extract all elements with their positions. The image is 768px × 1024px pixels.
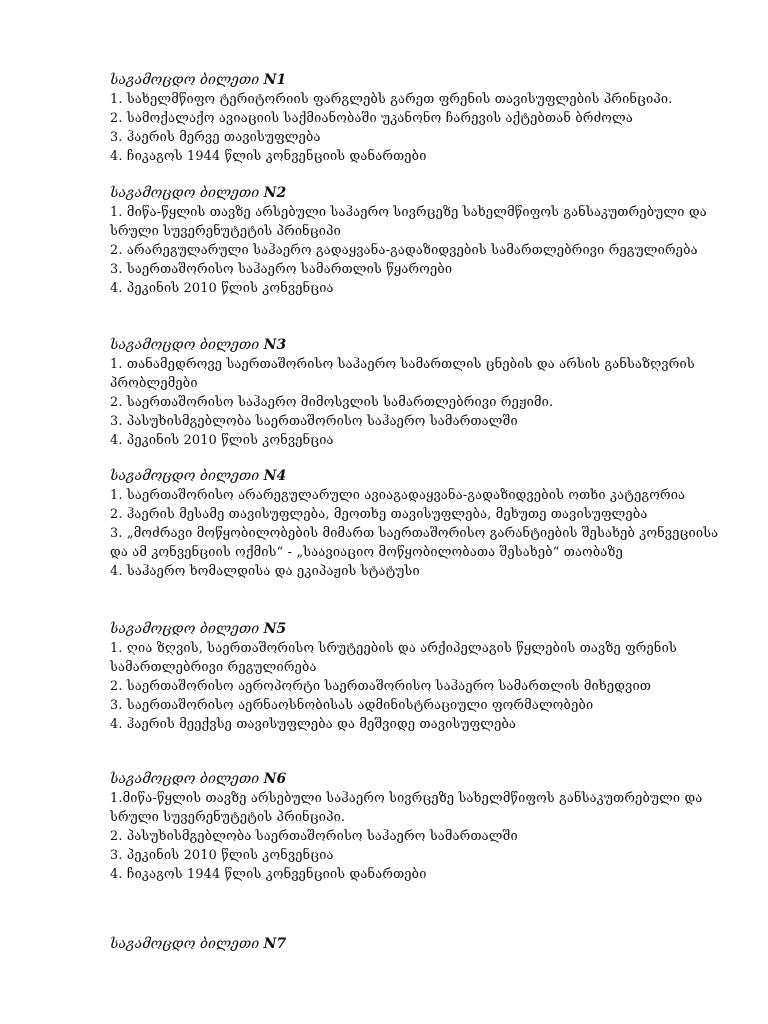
exam-ticket-2 bbox=[110, 184, 720, 298]
question-3: 3. საერთაშორისო საჰაერო სამართლის წყაროები bbox=[110, 262, 453, 277]
question-3: 3. საერთაშორისო აერნაოსნობისას ადმინისტრაციული ფორმალობები bbox=[110, 698, 594, 713]
question-4: 4. ჩიკაგოს 1944 წლის კონვენციის დანართები bbox=[110, 149, 427, 164]
exam-ticket-6 bbox=[110, 770, 720, 884]
exam-ticket-1 bbox=[110, 71, 720, 166]
ticket-title: საგამოცდო ბილეთი N5 bbox=[110, 621, 287, 637]
exam-ticket-5 bbox=[110, 620, 720, 734]
ticket-number: N7 bbox=[263, 936, 287, 952]
question-2: 2. სამოქალაქო ავიაციის საქმიანობაში უკანონო ჩარევის აქტებთან ბრძოლა bbox=[110, 111, 634, 126]
question-1: 1. მიწა-წყლის თავზე არსებული საჰაერო სივრცეზე სახელმწიფოს განსაკუთრებული და სრული სუვერენუტეტის პრინციპი bbox=[110, 205, 707, 239]
ticket-title: საგამოცდო ბილეთი N2 bbox=[110, 185, 287, 201]
ticket-title: საგამოცდო ბილეთი N7 bbox=[110, 936, 287, 952]
question-2: 2. პასუხისმგებლობა საერთაშორისო საჰაერო სამართალში bbox=[110, 829, 518, 844]
ticket-number: N1 bbox=[263, 72, 287, 88]
ticket-title: საგამოცდო ბილეთი N4 bbox=[110, 468, 287, 484]
question-3: 3. ჰაერის მერვე თავისუფლება bbox=[110, 130, 321, 145]
question-1: 1. ღია ზღვის, საერთაშორისო სრუტეების და არქიპელაგის წყლების თავზე ფრენის სამართლებრივი რეგულირება bbox=[110, 641, 677, 675]
question-2: 2. არარეგულარული საჰაერო გადაყვანა-გადაზიდვების სამართლებრივი რეგულირება bbox=[110, 243, 698, 258]
ticket-title: საგამოცდო ბილეთი N1 bbox=[110, 72, 287, 88]
question-2: 2. საერთაშორისო საჰაერო მიმოსვლის სამართლებრივი რეჟიმი. bbox=[110, 395, 554, 410]
question-2: 2. საერთაშორისო აეროპორტი საერთაშორისო საჰაერო სამართლის მიხედვით bbox=[110, 679, 652, 694]
question-1: 1. თანამედროვე საერთაშორისო საჰაერო სამართლის ცნების და არსის განსაზღვრის პრობლემები bbox=[110, 357, 695, 391]
question-4: 4. პეკინის 2010 წლის კონვენცია bbox=[110, 281, 334, 296]
question-4: 4. პეკინის 2010 წლის კონვენცია bbox=[110, 433, 334, 448]
exam-ticket-7 bbox=[110, 935, 720, 954]
ticket-number: N2 bbox=[263, 185, 287, 201]
question-3: 3. პასუხისმგებლობა საერთაშორისო საჰაერო სამართალში bbox=[110, 414, 518, 429]
ticket-title: საგამოცდო ბილეთი N3 bbox=[110, 337, 287, 353]
question-2: 2. ჰაერის მესამე თავისუფლება, მეოთხე თავისუფლება, მეხუთე თავისუფლება bbox=[110, 507, 648, 522]
question-1: 1.მიწა-წყლის თავზე არსებული საჰაერო სივრცეზე სახელმწიფოს განსაკუთრებული და სრული სუვერენუტეტის პრინციპი. bbox=[110, 791, 703, 825]
question-3: 3. პეკინის 2010 წლის კონვენცია bbox=[110, 848, 334, 863]
exam-ticket-3 bbox=[110, 336, 720, 450]
ticket-title: საგამოცდო ბილეთი N6 bbox=[110, 771, 287, 787]
question-1: 1. სახელმწიფო ტერიტორიის ფარგლებს გარეთ ფრენის თავისუფლების პრინციპი. bbox=[110, 92, 673, 107]
question-4: 4. ჰაერის მეექვსე თავისუფლება და მეშვიდე თავისუფლება bbox=[110, 717, 517, 732]
question-4: 4. ჩიკაგოს 1944 წლის კონვენციის დანართები bbox=[110, 867, 427, 882]
ticket-number: N5 bbox=[263, 621, 287, 637]
question-4: 4. საჰაერო ხომალდისა და ეკიპაჟის სტატუსი bbox=[110, 564, 420, 579]
ticket-number: N4 bbox=[263, 468, 287, 484]
exam-ticket-4 bbox=[110, 467, 720, 581]
question-1: 1. საერთაშორისო არარეგულარული ავიაგადაყვანა-გადაზიდვების ოთხი კატეგორია bbox=[110, 488, 686, 503]
ticket-number: N3 bbox=[263, 337, 287, 353]
question-3: 3. „მოძრავი მოწყობილობების მიმართ საერთაშორისო გარანტიების შესახებ კონვეციისა და ამ კონვენციის ოქმის“ - „საავიაციო მოწყობილობათა შესახებ“ თაობაზე bbox=[110, 526, 719, 560]
ticket-number: N6 bbox=[263, 771, 287, 787]
